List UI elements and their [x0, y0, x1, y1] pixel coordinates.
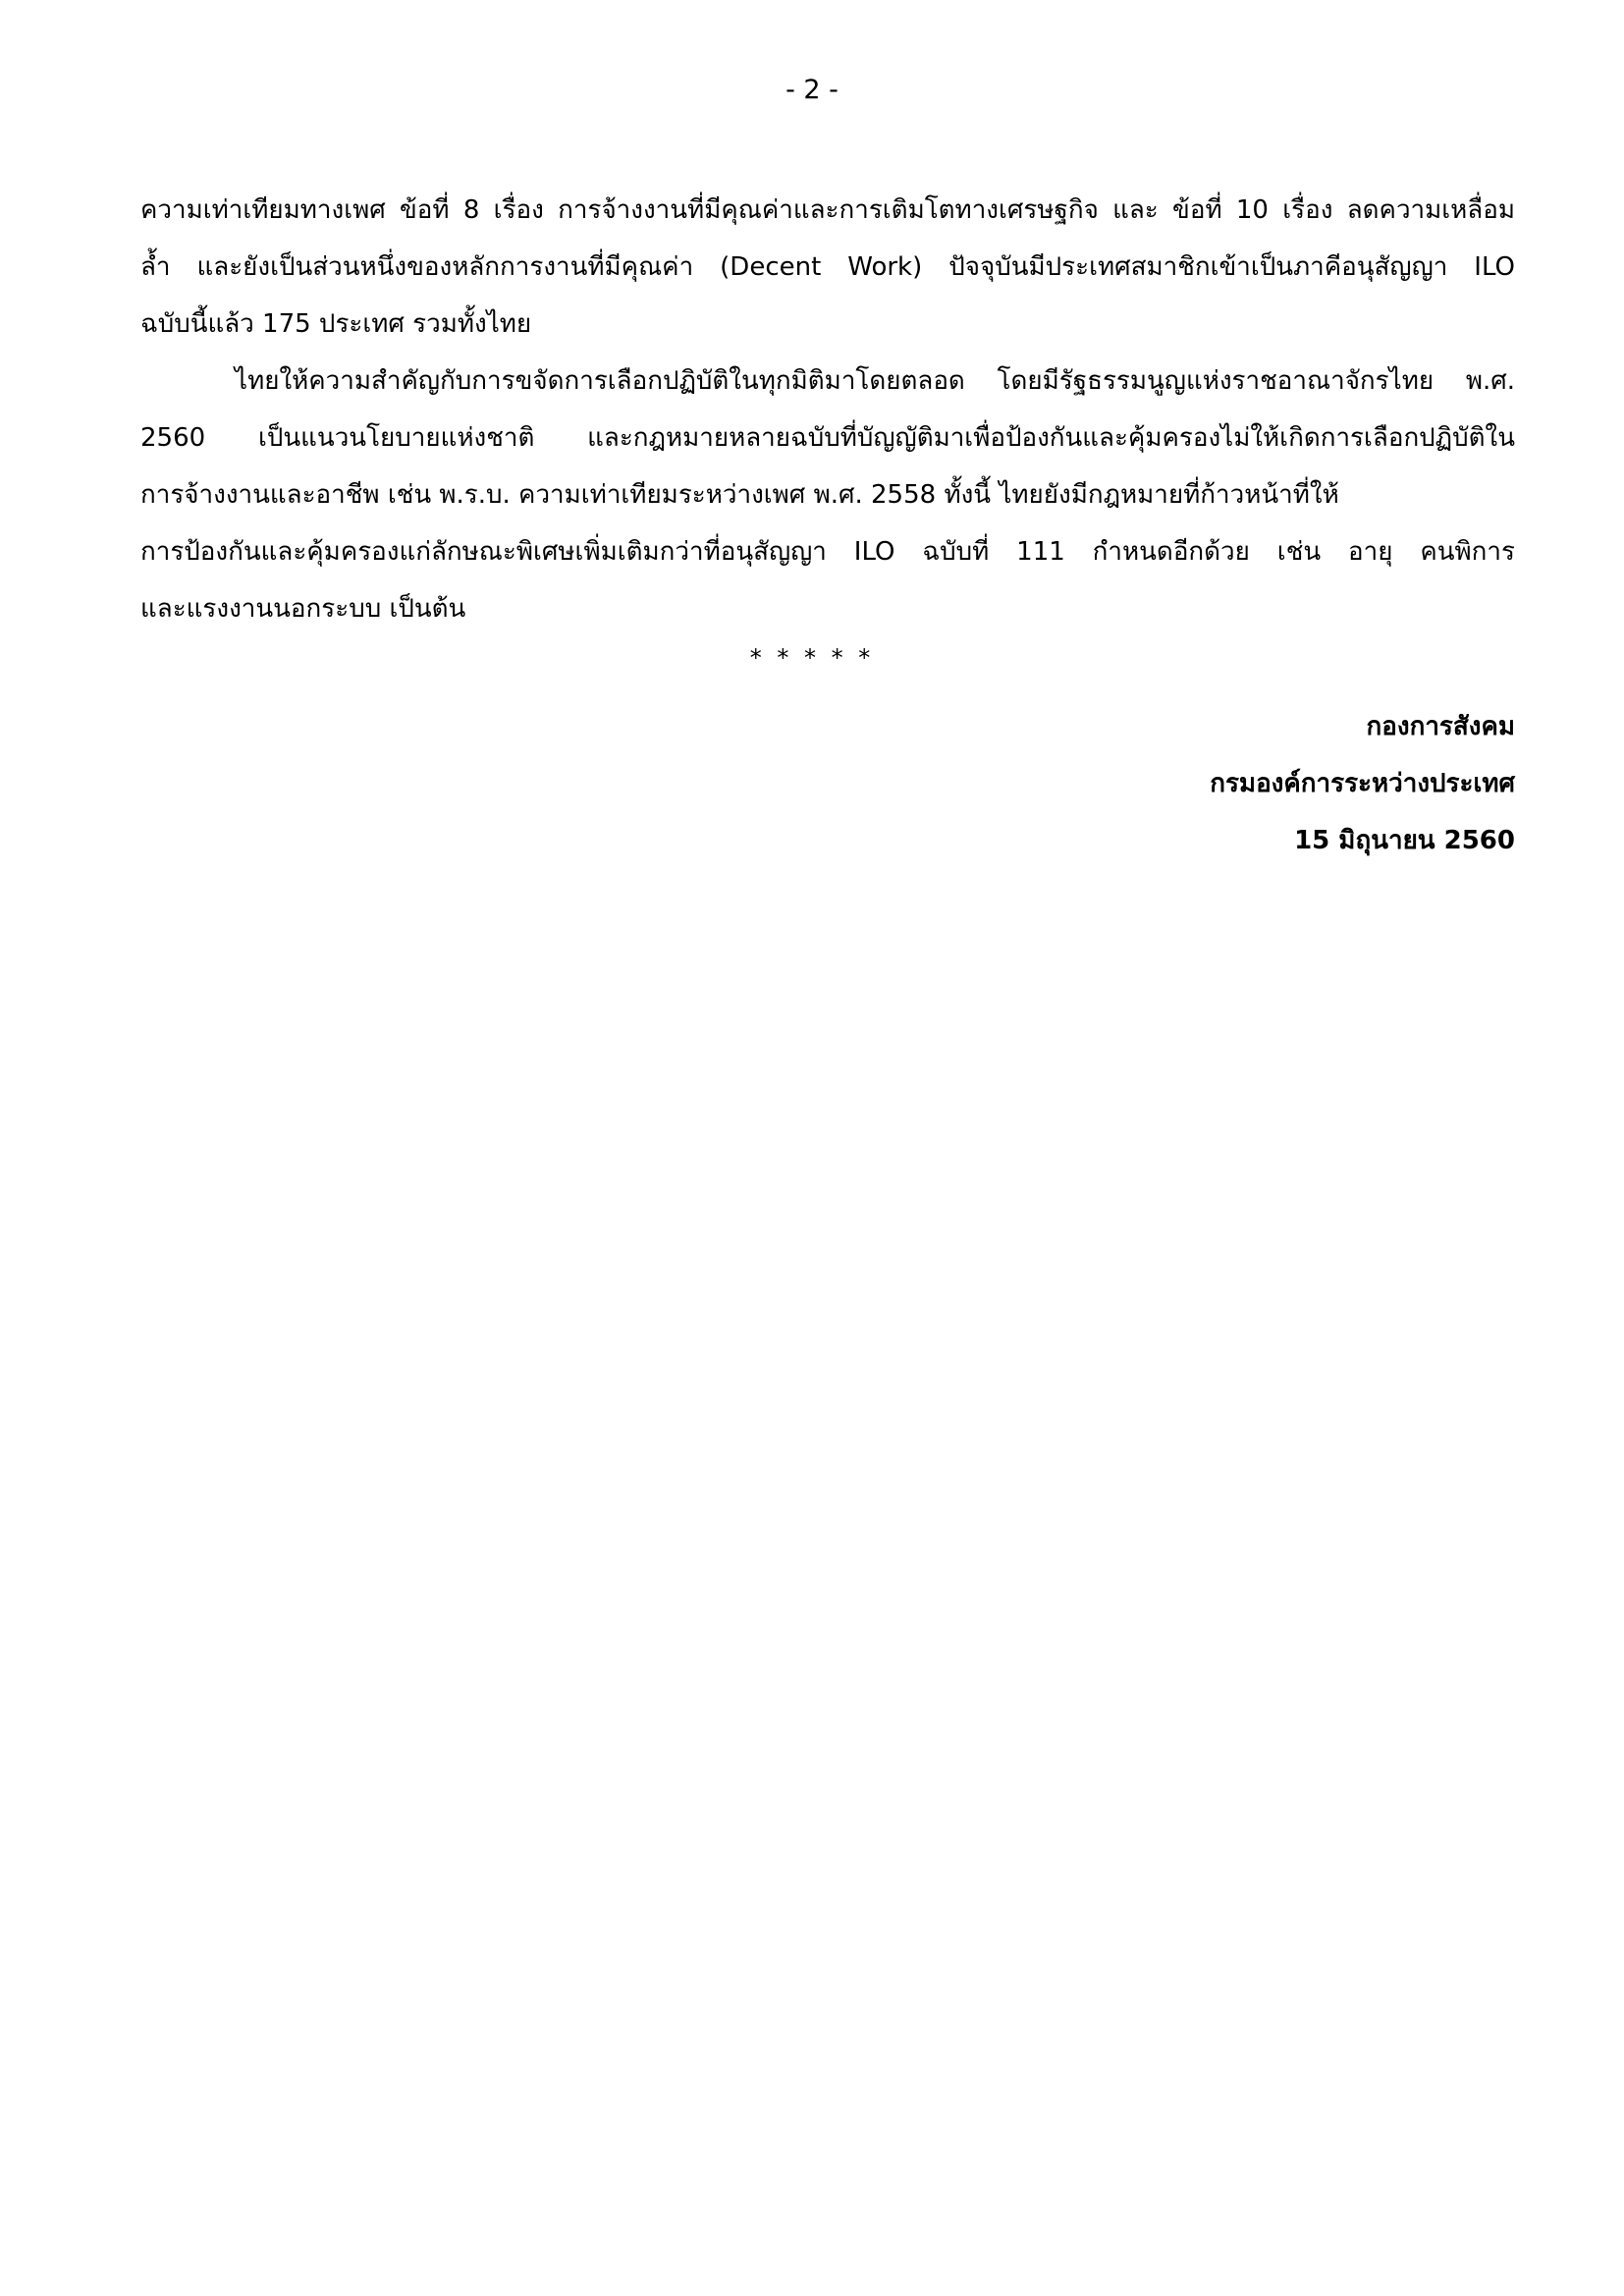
paragraph-line: ฉบับนี้แล้ว 175 ประเทศ รวมทั้งไทย — [140, 309, 532, 339]
paragraph-line: ไทยให้ความสำคัญกับการขจัดการเลือกปฏิบัติในทุกมิติมาโดยตลอด โดยมีรัฐธรรมนูญแห่งราชอาณาจักรไทย พ.ศ. — [235, 366, 1515, 396]
paragraph-line: การป้องกันและคุ้มครองแก่ลักษณะพิเศษเพิ่มเติมกว่าที่อนุสัญญา ILO ฉบับที่ 111 กำหนดอีกด้วย เช่น อายุ คนพิการ — [140, 537, 1515, 567]
section-separator: * * * * * — [749, 644, 875, 672]
paragraph-line: และแรงงานนอกระบบ เป็นต้น — [140, 594, 466, 624]
page-number: - 2 - — [785, 75, 839, 105]
paragraph-line: ความเท่าเทียมทางเพศ ข้อที่ 8 เรื่อง การจ้างงานที่มีคุณค่าและการเติมโตทางเศรษฐกิจ และ ข้อที่ 10 เรื่อง ลดความเหลื่อม — [140, 195, 1515, 225]
signature-division: กองการสังคม — [1366, 712, 1515, 741]
signature-department: กรมองค์การระหว่างประเทศ — [1210, 769, 1515, 798]
paragraph-line: ล้ำ และยังเป็นส่วนหนึ่งของหลักการงานที่มีคุณค่า (Decent Work) ปัจจุบันมีประเทศสมาชิกเข้าเป็นภาคีอนุสัญญา ILO — [140, 252, 1515, 282]
paragraph-line: การจ้างงานและอาชีพ เช่น พ.ร.บ. ความเท่าเทียมระหว่างเพศ พ.ศ. 2558 ทั้งนี้ ไทยยังมีกฎหมายที่ก้าวหน้าที่ให้ — [140, 480, 1339, 510]
paragraph-line: 2560 เป็นแนวนโยบายแห่งชาติ และกฎหมายหลายฉบับที่บัญญัติมาเพื่อป้องกันและคุ้มครองไม่ให้เกิดการเลือกปฏิบัติใน — [140, 423, 1515, 453]
signature-date: 15 มิถุนายน 2560 — [1294, 826, 1515, 855]
